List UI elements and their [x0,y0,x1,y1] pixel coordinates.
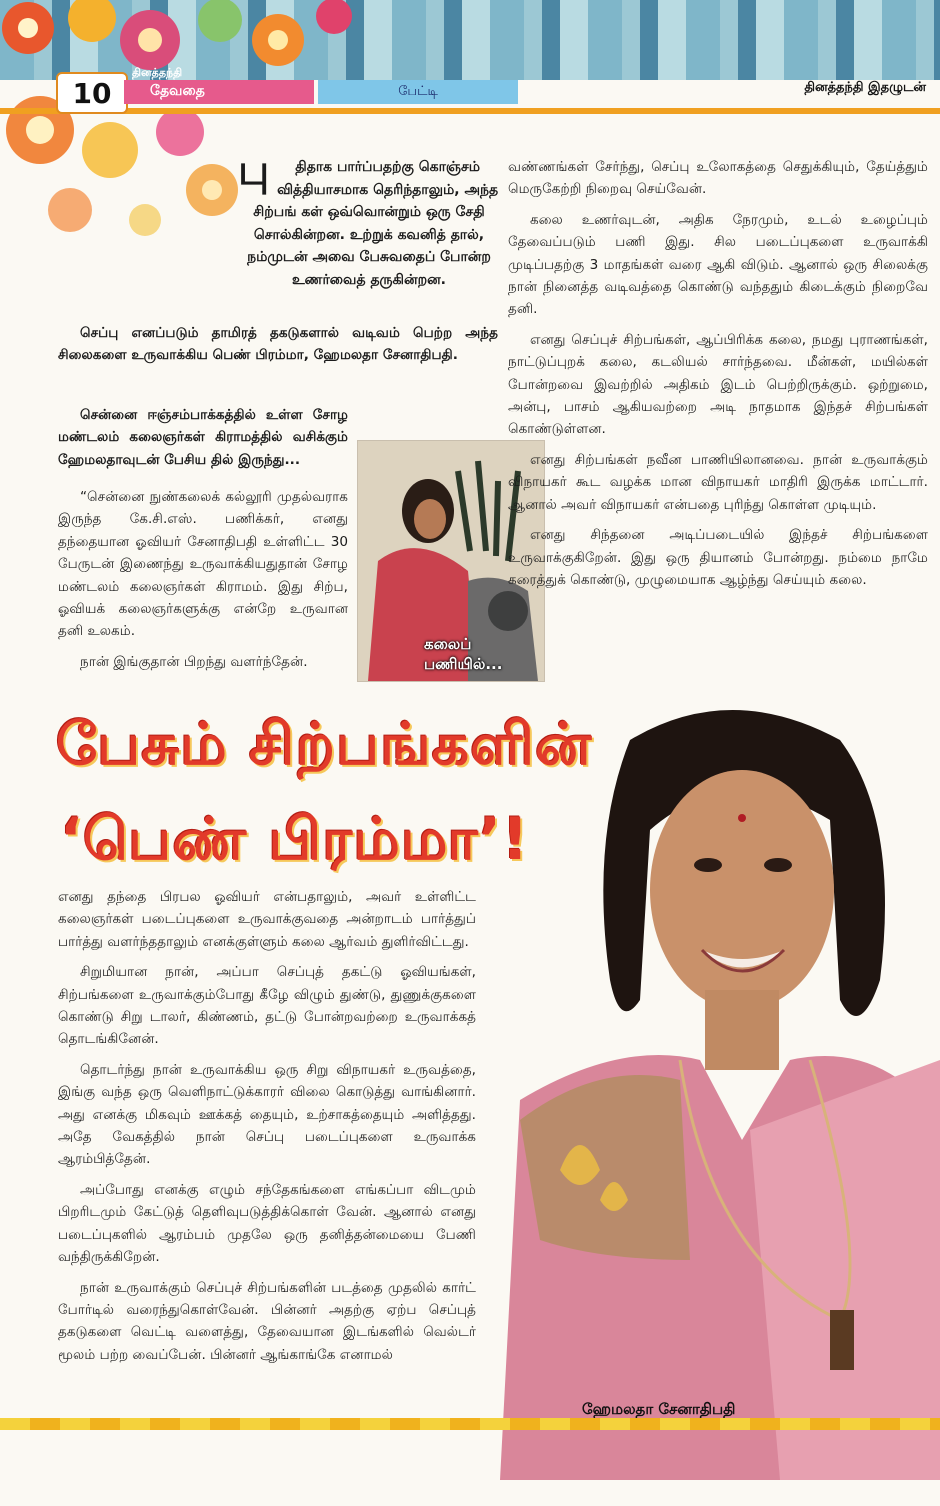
intro-text: திதாக பார்ப்பதற்கு கொஞ்சம் வித்தியாசமாக தெரிந்தாலும், அந்த சிற்பங் கள் ஒவ்வொன்றும் ஒரு சேதி சொல்கின்றன. உற்றுக் கவனித் தால், நம்முடன் அவை பேசுவதைப் போன்ற உணர்வைத் தருகின்றன. [247,159,499,288]
page-number-badge [56,72,128,114]
header-rule [0,108,940,114]
left-paragraph-3: “சென்னை நுண்கலைக் கல்லூரி முதல்வராக இருந்த கே.சி.எஸ். பணிக்கர், எனது தந்தையான ஓவியர் சேனாதிபதி உள்ளிட்ட 30 பேருடன் இணைந்து உருவாக்கியதுதான் சோழ மண்டலம் கலைஞர்கள் கிராமம். இது சிற்ப, ஓவியக் கலைஞர்களுக்கு என்றே உருவான தனி உலகம். [58,489,348,640]
publication-name: தினத்தந்தி [132,66,183,79]
headline-line-1: பேசும் சிற்பங்களின் [56,710,593,778]
footer-decorative-bar [0,1418,940,1430]
section-label: தேவதை [124,80,314,104]
bottom-paragraph-5: நான் உருவாக்கும் செப்புச் சிற்பங்களின் படத்தை முதலில் கார்ட் போர்டில் வரைந்துகொள்வேன். பின்னர் அதற்கு ஏற்ப செப்புத் தகடுகளை வெட்டி வளைத்து, தேவையான இடங்களில் வெல்டர் மூலம் பற்ற வைப்பேன். பின்னர் ஆங்காங்கே எனாமல் [58,1279,476,1363]
headline-line-2: ‘பெண் பிரம்மா’! [60,805,530,873]
bottom-paragraph-1: எனது தந்தை பிரபல ஓவியர் என்பதாலும், அவர் உள்ளிட்ட கலைஞர்கள் படைப்புகளை உருவாக்குவதை அன்றாடம் பார்த்துப் பார்த்து வளர்ந்ததாலும் எனக்குள்ளும் கலை ஆர்வம் துளிர்விட்டது. [58,889,476,950]
left-column-body [58,486,348,681]
left-paragraph-4: நான் இங்குதான் பிறந்து வளர்ந்தேன். [80,653,308,670]
right-paragraph-3: எனது செப்புச் சிற்பங்கள், ஆப்பிரிக்க கலை, நமது புராணங்கள், நாட்டுப்புறக் கலை, கடலியல் சார்ந்தவை. மீன்கள், மயில்கள் போன்றவை இவற்றில் அதிகம் இடம் பெற்றிருக்கும். ஒற்றுமை, அன்பு, பாசம் ஆகியவற்றை அடி நாதமாக இந்தச் சிற்பங்கள் கொண்டுள்ளன. [508,331,928,438]
portrait-caption: ஹேமலதா சேனாதிபதி [582,1400,736,1418]
left-paragraph-1: செப்பு எனப்படும் தாமிரத் தகடுகளால் வடிவம் பெற்ற அந்த சிலைகளை உருவாக்கிய பெண் பிரம்மா, ஹேமலதா சேனாதிபதி. [58,325,498,364]
right-paragraph-2: கலை உணர்வுடன், அதிக நேரமும், உடல் உழைப்பும் தேவைப்படும் பணி இது. சில படைப்புகளை உருவாக்கி முடிப்பதற்கு 3 மாதங்கள் வரை ஆகி விடும். ஆனால் ஒரு சிலைக்கு நான் நினைத்த வடிவத்தை கொண்டு வந்ததும் கிடைக்கும் நிறைவே தனி. [508,211,928,318]
bottom-paragraph-2: சிறுமியான நான், அப்பா செப்புத் தகட்டு ஓவியங்கள், சிற்பங்களை உருவாக்கும்போது கீழே விழும் துண்டு, துணுக்குகளை கொண்டு சிறு டாலர், கிண்ணம், தட்டு போன்றவற்றை உருவாக்கத் தொடங்கினேன். [58,964,476,1048]
bottom-paragraph-4: அப்போது எனக்கு எழும் சந்தேகங்களை எங்கப்பா விடமும் பிறரிடமும் கேட்டுத் தெளிவுபடுத்திக்கொள் வேன். ஆனால் எனது படைப்புகளில் ஆரம்பம் முதலே ஒரு தனித்தன்மையை பேணி வந்திருக்கிறேன். [58,1181,476,1266]
right-column-body [508,156,928,599]
drop-cap: பு [238,145,270,194]
page-number: 10 [72,76,112,110]
right-paragraph-5: எனது சிந்தனை அடிப்படையில் இந்தச் சிற்பங்களை உருவாக்குகிறேன். இது ஒரு தியானம் போன்றது. நம்மை நாமே கரைத்துக் கொண்டு, முழுமையாக ஆழ்ந்து செய்யும் கலை. [508,527,928,588]
right-paragraph-4: எனது சிற்பங்கள் நவீன பாணியிலானவை. நான் உருவாக்கும் விநாயகர் கூட வழக்க மான விநாயகர் மாதிரி இருக்க மாட்டார். ஆனால் அவர் விநாயகர் என்பதை புரிந்து கொள்ள முடியும். [508,451,928,513]
photo-caption: கலைப் பணியில்... [424,635,503,673]
bottom-column-body [58,886,476,1374]
left-column-lead [58,322,498,375]
bottom-paragraph-3: தொடர்ந்து நான் உருவாக்கிய ஒரு சிறு விநாயகர் உருவத்தை, இங்கு வந்த ஒரு வெளிநாட்டுக்காரர் விலை கொடுத்து வாங்கினார். அது எனக்கு மிகவும் ஊக்கத் தையும், உற்சாகத்தையும் அளித்தது. அதே வேகத்தில் நான் செப்பு படைப்புகளை உருவாக்க ஆரம்பித்தேன். [58,1061,476,1168]
left-paragraph-2: சென்னை ஈஞ்சம்பாக்கத்தில் உள்ள சோழ மண்டலம் கலைஞர்கள் கிராமத்தில் வசிக்கும் ஹேமலதாவுடன் பேசிய தில் இருந்து... [58,407,348,468]
supplement-title: தினத்தந்தி இதழுடன் [804,80,926,95]
intro-paragraph [238,145,500,292]
category-label: பேட்டி [318,80,518,104]
left-column-lead-2 [58,404,348,479]
right-paragraph-1: வண்ணங்கள் சேர்ந்து, செப்பு உலோகத்தை செதுக்கியும், தேய்த்தும் மெருகேற்றி நிறைவு செய்வேன். [508,159,928,198]
